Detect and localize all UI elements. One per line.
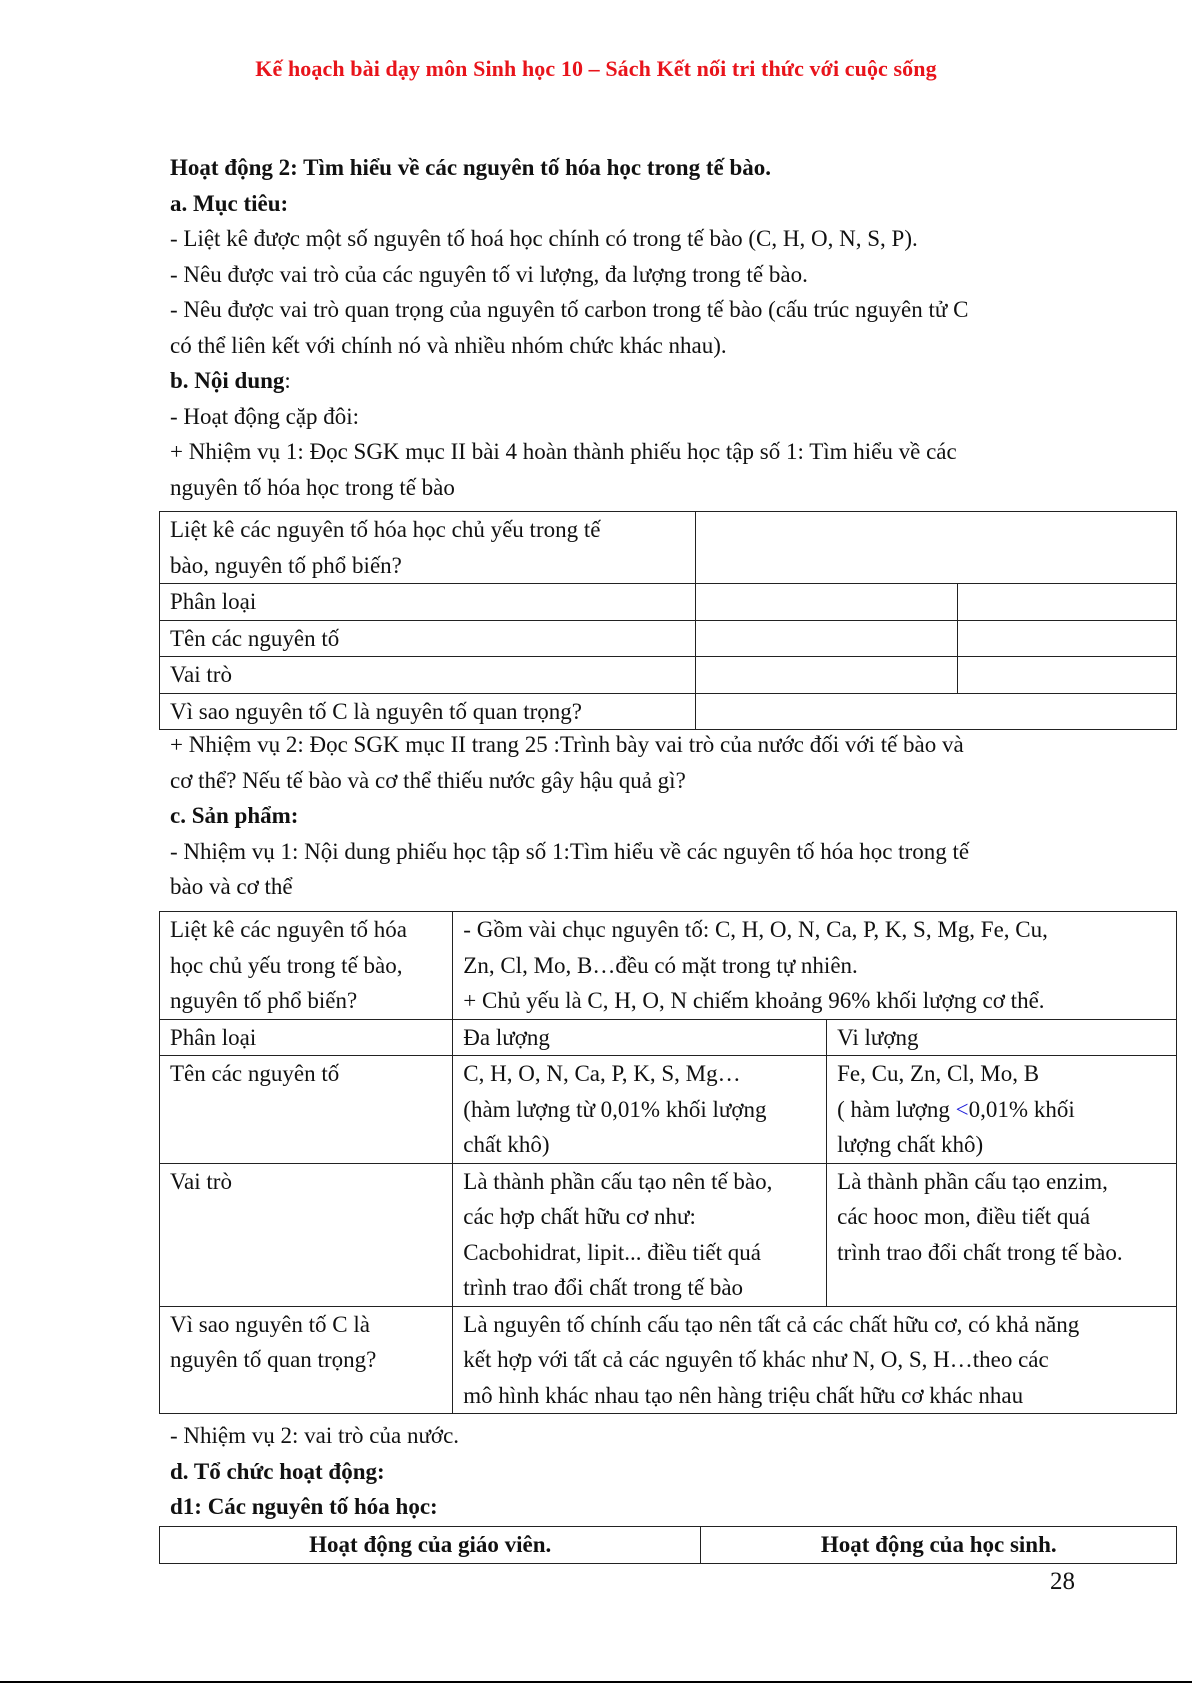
table-cell: [453, 1306, 1177, 1414]
objective-line: - Nêu được vai trò của các nguyên tố vi lượng, đa lượng trong tế bào.: [170, 261, 808, 287]
main-content: [170, 150, 1090, 505]
section-b-heading: [170, 363, 1090, 399]
worksheet-table-answers: [159, 911, 1177, 1414]
page-number: 28: [1050, 1568, 1075, 1595]
objective-line: - Nêu được vai trò quan trọng của nguyên tố carbon trong tế bào (cấu trúc nguyên tử C: [170, 297, 969, 322]
product-task1-line: - Nhiệm vụ 1: Nội dung phiếu học tập số 1:Tìm hiểu về các nguyên tố hóa học trong tế: [170, 838, 970, 864]
cell-text: bào, nguyên tố phổ biến?: [170, 552, 402, 578]
cell-text-part: 0,01% khối: [968, 1096, 1075, 1122]
organization-block: [170, 1418, 459, 1525]
table-cell: Vì sao nguyên tố C là nguyên tố quan trọng?: [160, 693, 696, 730]
activity-table-header: [159, 1526, 1177, 1564]
cell-text: trình trao đổi chất trong tế bào.: [837, 1239, 1123, 1265]
table-cell: [160, 912, 453, 1020]
table-row: [160, 1527, 1177, 1564]
cell-text: Zn, Cl, Mo, B…đều có mặt trong tự nhiên.: [463, 952, 858, 978]
task2-line: cơ thể? Nếu tế bào và cơ thể thiếu nước gây hậu quả gì?: [170, 767, 686, 793]
cell-text: C, H, O, N, Ca, P, K, S, Mg…: [463, 1061, 741, 1086]
cell-text: - Gồm vài chục nguyên tố: C, H, O, N, Ca, P, K, S, Mg, Fe, Cu,: [463, 917, 1048, 942]
section-a-heading: a. Mục tiêu:: [170, 190, 289, 216]
pair-activity: - Hoạt động cặp đôi:: [170, 403, 360, 429]
cell-text: chất khô): [463, 1132, 550, 1157]
less-than-sign: <: [955, 1096, 969, 1122]
cell-text: [837, 1092, 1166, 1128]
cell-text: (hàm lượng từ 0,01% khối lượng: [463, 1096, 767, 1122]
table-row: [160, 584, 1177, 621]
table-cell: Vai trò: [160, 657, 696, 694]
section-b-label: b. Nội dung: [170, 368, 285, 393]
cell-text: Cacbohidrat, lipit... điều tiết quá: [463, 1239, 761, 1265]
table-cell: Đa lượng: [453, 1019, 827, 1056]
task2-line: + Nhiệm vụ 2: Đọc SGK mục II trang 25 :Trình bày vai trò của nước đối với tế bào và: [170, 732, 964, 757]
worksheet-table-blank: [159, 511, 1177, 730]
table-cell-empty: [696, 657, 958, 694]
cell-text: + Chủ yếu là C, H, O, N chiếm khoảng 96% khối lượng cơ thể.: [463, 988, 1045, 1013]
table-row: [160, 912, 1177, 1020]
table-cell: [827, 1163, 1177, 1306]
task1-line: + Nhiệm vụ 1: Đọc SGK mục II bài 4 hoàn thành phiếu học tập số 1: Tìm hiểu về các: [170, 439, 957, 464]
cell-text: mô hình khác nhau tạo nên hàng triệu chất hữu cơ khác nhau: [463, 1382, 1024, 1408]
cell-text: Là thành phần cấu tạo enzim,: [837, 1168, 1108, 1194]
cell-text: Liệt kê các nguyên tố hóa: [170, 917, 407, 942]
table-cell: [160, 512, 696, 584]
cell-text: các hooc mon, điều tiết quá: [837, 1204, 1091, 1229]
cell-text: học chủ yếu trong tế bào,: [170, 952, 403, 978]
task1-line: nguyên tố hóa học trong tế bào: [170, 474, 455, 500]
section-d-heading: d. Tổ chức hoạt động:: [170, 1458, 385, 1484]
cell-text-part: ( hàm lượng: [837, 1096, 956, 1122]
table-cell: [453, 912, 1177, 1020]
section-d1-heading: d1: Các nguyên tố hóa học:: [170, 1494, 438, 1519]
cell-text: nguyên tố quan trọng?: [170, 1347, 377, 1372]
objective-line: - Liệt kê được một số nguyên tố hoá học chính có trong tế bào (C, H, O, N, S, P).: [170, 226, 918, 251]
table-cell: Tên các nguyên tố: [160, 1056, 453, 1164]
table-cell-empty: [958, 584, 1177, 621]
product-task1-line: bào và cơ thể: [170, 874, 293, 899]
cell-text: trình trao đổi chất trong tế bào: [463, 1275, 744, 1300]
table-row: [160, 1163, 1177, 1306]
document-header: Kế hoạch bài dạy môn Sinh học 10 – Sách Kết nối tri thức với cuộc sống: [255, 56, 937, 81]
table-cell-empty: [696, 620, 958, 657]
table-cell: Phân loại: [160, 584, 696, 621]
section-b-colon: :: [284, 368, 291, 393]
cell-text: Là thành phần cấu tạo nên tế bào,: [463, 1168, 773, 1194]
table-row: [160, 512, 1177, 584]
table-row: [160, 693, 1177, 730]
table-cell: [827, 1056, 1177, 1164]
student-column-header: Hoạt động của học sinh.: [701, 1527, 1177, 1564]
table-cell-empty: [958, 620, 1177, 657]
activity-title: Hoạt động 2: Tìm hiểu về các nguyên tố hóa học trong tế bào.: [170, 155, 772, 180]
table-cell: [453, 1163, 827, 1306]
table-cell-empty: [696, 584, 958, 621]
table-row: [160, 1019, 1177, 1056]
cell-text: nguyên tố phổ biến?: [170, 988, 358, 1013]
product-task2: - Nhiệm vụ 2: vai trò của nước.: [170, 1423, 460, 1448]
table-cell: Phân loại: [160, 1019, 453, 1056]
table-cell-empty: [958, 657, 1177, 694]
cell-text: Fe, Cu, Zn, Cl, Mo, B: [837, 1061, 1040, 1086]
table-cell: Tên các nguyên tố: [160, 620, 696, 657]
cell-text: Liệt kê các nguyên tố hóa học chủ yếu trong tế: [170, 517, 601, 542]
section-c-heading: c. Sản phẩm:: [170, 803, 299, 828]
cell-text: kết hợp với tất cả các nguyên tố khác như N, O, S, H…theo các: [463, 1347, 1049, 1372]
teacher-column-header: Hoạt động của giáo viên.: [160, 1527, 701, 1564]
table-cell: [453, 1056, 827, 1164]
cell-text: Là nguyên tố chính cấu tạo nên tất cả các chất hữu cơ, có khả năng: [463, 1311, 1080, 1337]
cell-text: lượng chất khô): [837, 1132, 984, 1157]
cell-text: các hợp chất hữu cơ như:: [463, 1204, 696, 1229]
objective-line: có thể liên kết với chính nó và nhiều nhóm chức khác nhau).: [170, 332, 727, 358]
table-cell: Vai trò: [160, 1163, 453, 1306]
task2-block: [170, 727, 969, 905]
table-row: [160, 1056, 1177, 1164]
table-cell-empty: [696, 693, 1177, 730]
table-row: [160, 657, 1177, 694]
bottom-border: [0, 1681, 1192, 1683]
table-cell: Vi lượng: [827, 1019, 1177, 1056]
table-row: [160, 620, 1177, 657]
table-row: [160, 1306, 1177, 1414]
cell-text: Vì sao nguyên tố C là: [170, 1311, 370, 1337]
table-cell-empty: [696, 512, 1177, 584]
table-cell: [160, 1306, 453, 1414]
